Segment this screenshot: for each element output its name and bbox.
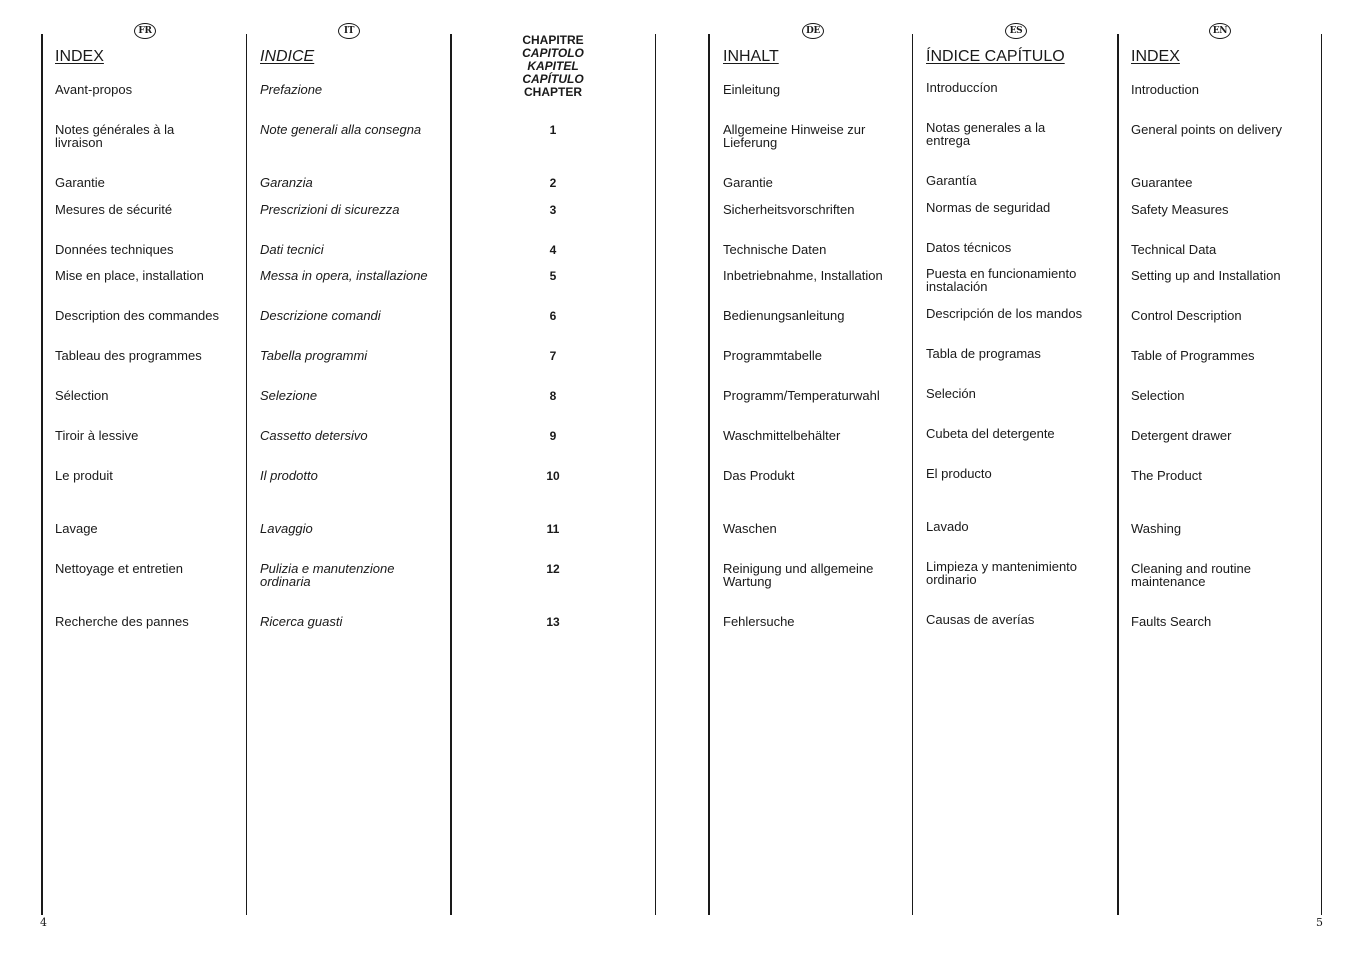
chapter-number: 5 [549, 269, 557, 283]
index-entry: Sicherheitsvorschriften [723, 202, 855, 217]
index-entry: Pulizia e manutenzione ordinaria [260, 561, 395, 589]
column-rule [1321, 34, 1322, 915]
index-entry: Le produit [55, 468, 113, 483]
chapter-heading-it: CAPITOLO [522, 46, 584, 60]
index-entry: Lavado [926, 519, 969, 534]
index-entry: Puesta en funcionamiento instalación [926, 266, 1077, 294]
chapter-number: 9 [549, 429, 557, 443]
index-entry: Setting up and Installation [1131, 268, 1281, 283]
index-title: INDICE [260, 48, 315, 65]
index-entry: The Product [1131, 468, 1202, 483]
index-entry: Tabella programmi [260, 348, 368, 363]
column-rule [246, 34, 247, 915]
index-entry: Nettoyage et entretien [55, 561, 183, 576]
index-entry: Waschmittelbehälter [723, 428, 841, 443]
chapter-number: 13 [546, 615, 560, 629]
index-entry: Bedienungsanleitung [723, 308, 845, 323]
chapter-number: 10 [546, 469, 560, 483]
index-entry: Inbetriebnahme, Installation [723, 268, 883, 283]
index-entry: Il prodotto [260, 468, 318, 483]
chapter-heading-en: CHAPTER [523, 85, 582, 99]
index-entry: Messa in opera, installazione [260, 268, 428, 283]
index-entry: Programm/Temperaturwahl [723, 388, 880, 403]
index-entry: Garantía [926, 173, 977, 188]
index-entry: Das Produkt [723, 468, 795, 483]
index-entry: Reinigung und allgemeine Wartung [723, 561, 874, 589]
index-entry: Selection [1131, 388, 1185, 403]
index-entry: Table of Programmes [1131, 348, 1255, 363]
index-entry: Données techniques [55, 242, 174, 257]
index-entry: Lavaggio [260, 521, 313, 536]
index-entry: Waschen [723, 521, 777, 536]
index-entry: Note generali alla consegna [260, 122, 422, 137]
index-entry: Garantie [55, 175, 105, 190]
column-rule [1117, 34, 1119, 915]
chapter-number: 6 [549, 309, 557, 323]
index-entry: Datos técnicos [926, 240, 1012, 255]
index-entry: Seleción [926, 386, 976, 401]
chapter-heading-fr: CHAPITRE [522, 33, 584, 47]
index-entry: Recherche des pannes [55, 614, 189, 629]
page-number-left: 4 [40, 916, 47, 929]
chapter-number: 8 [549, 389, 557, 403]
index-entry: Ricerca guasti [260, 614, 343, 629]
page-number-right: 5 [1316, 916, 1323, 929]
index-entry: Tiroir à lessive [55, 428, 139, 443]
index-entry: Dati tecnici [260, 242, 324, 257]
index-entry: Garanzia [260, 175, 313, 190]
language-badge-de: DE [802, 23, 824, 39]
index-entry: Tableau des programmes [55, 348, 202, 363]
index-entry: Sélection [55, 388, 109, 403]
chapter-column-heading [480, 34, 626, 99]
index-entry: Detergent drawer [1131, 428, 1232, 443]
index-entry: Technische Daten [723, 242, 827, 257]
index-entry: Safety Measures [1131, 202, 1229, 217]
language-badge-es: ES [1005, 23, 1027, 39]
index-entry: Mesures de sécurité [55, 202, 173, 217]
index-entry-preface: Introduccíon [926, 80, 998, 95]
language-badge-it: IT [338, 23, 360, 39]
index-entry: Programmtabelle [723, 348, 822, 363]
index-entry: Notes générales à la livraison [55, 122, 175, 150]
index-entry: Cleaning and routine maintenance [1131, 561, 1251, 589]
index-entry: Control Description [1131, 308, 1242, 323]
chapter-number: 4 [549, 243, 557, 257]
index-entry-preface: Einleitung [723, 82, 781, 97]
index-entry: Faults Search [1131, 614, 1212, 629]
chapter-heading-es: CAPÍTULO [522, 72, 584, 86]
chapter-number: 11 [546, 522, 560, 536]
chapter-number: 3 [549, 203, 557, 217]
chapter-number: 2 [549, 176, 557, 190]
column-rule [450, 34, 452, 915]
index-entry: Limpieza y mantenimiento ordinario [926, 559, 1078, 587]
chapter-number: 12 [546, 562, 560, 576]
column-rule [708, 34, 710, 915]
index-entry: Technical Data [1131, 242, 1217, 257]
index-entry: Cassetto detersivo [260, 428, 368, 443]
chapter-number: 7 [549, 349, 557, 363]
index-entry: Guarantee [1131, 175, 1193, 190]
language-badge-en: EN [1209, 23, 1231, 39]
chapter-number: 1 [549, 123, 557, 137]
index-entry-preface: Introduction [1131, 82, 1199, 97]
index-entry: El producto [926, 466, 992, 481]
index-entry: Cubeta del detergente [926, 426, 1055, 441]
column-rule [41, 34, 43, 915]
index-entry: Mise en place, installation [55, 268, 204, 283]
index-entry: Washing [1131, 521, 1182, 536]
index-title: INDEX [1131, 48, 1180, 65]
index-entry: Normas de seguridad [926, 200, 1051, 215]
index-entry: Lavage [55, 521, 98, 536]
chapter-heading-de: KAPITEL [527, 59, 579, 73]
index-entry: Garantie [723, 175, 773, 190]
language-badge-fr: FR [134, 23, 156, 39]
index-entry-preface: Avant-propos [55, 82, 133, 97]
index-entry: Description des commandes [55, 308, 220, 323]
index-entry-preface: Prefazione [260, 82, 323, 97]
index-title: INDEX [55, 48, 104, 65]
index-entry: Selezione [260, 388, 318, 403]
index-entry: Notas generales a la entrega [926, 120, 1046, 148]
index-entry: Tabla de programas [926, 346, 1041, 361]
index-entry: Descripción de los mandos [926, 306, 1083, 321]
index-entry: Prescrizioni di sicurezza [260, 202, 400, 217]
index-entry: Descrizione comandi [260, 308, 381, 323]
index-entry: Allgemeine Hinweise zur Lieferung [723, 122, 866, 150]
index-title: ÍNDICE CAPÍTULO [926, 48, 1065, 65]
column-rule [655, 34, 656, 915]
column-rule [912, 34, 913, 915]
index-entry: Causas de averías [926, 612, 1035, 627]
index-entry: General points on delivery [1131, 122, 1283, 137]
index-title: INHALT [723, 48, 779, 65]
index-entry: Fehlersuche [723, 614, 795, 629]
